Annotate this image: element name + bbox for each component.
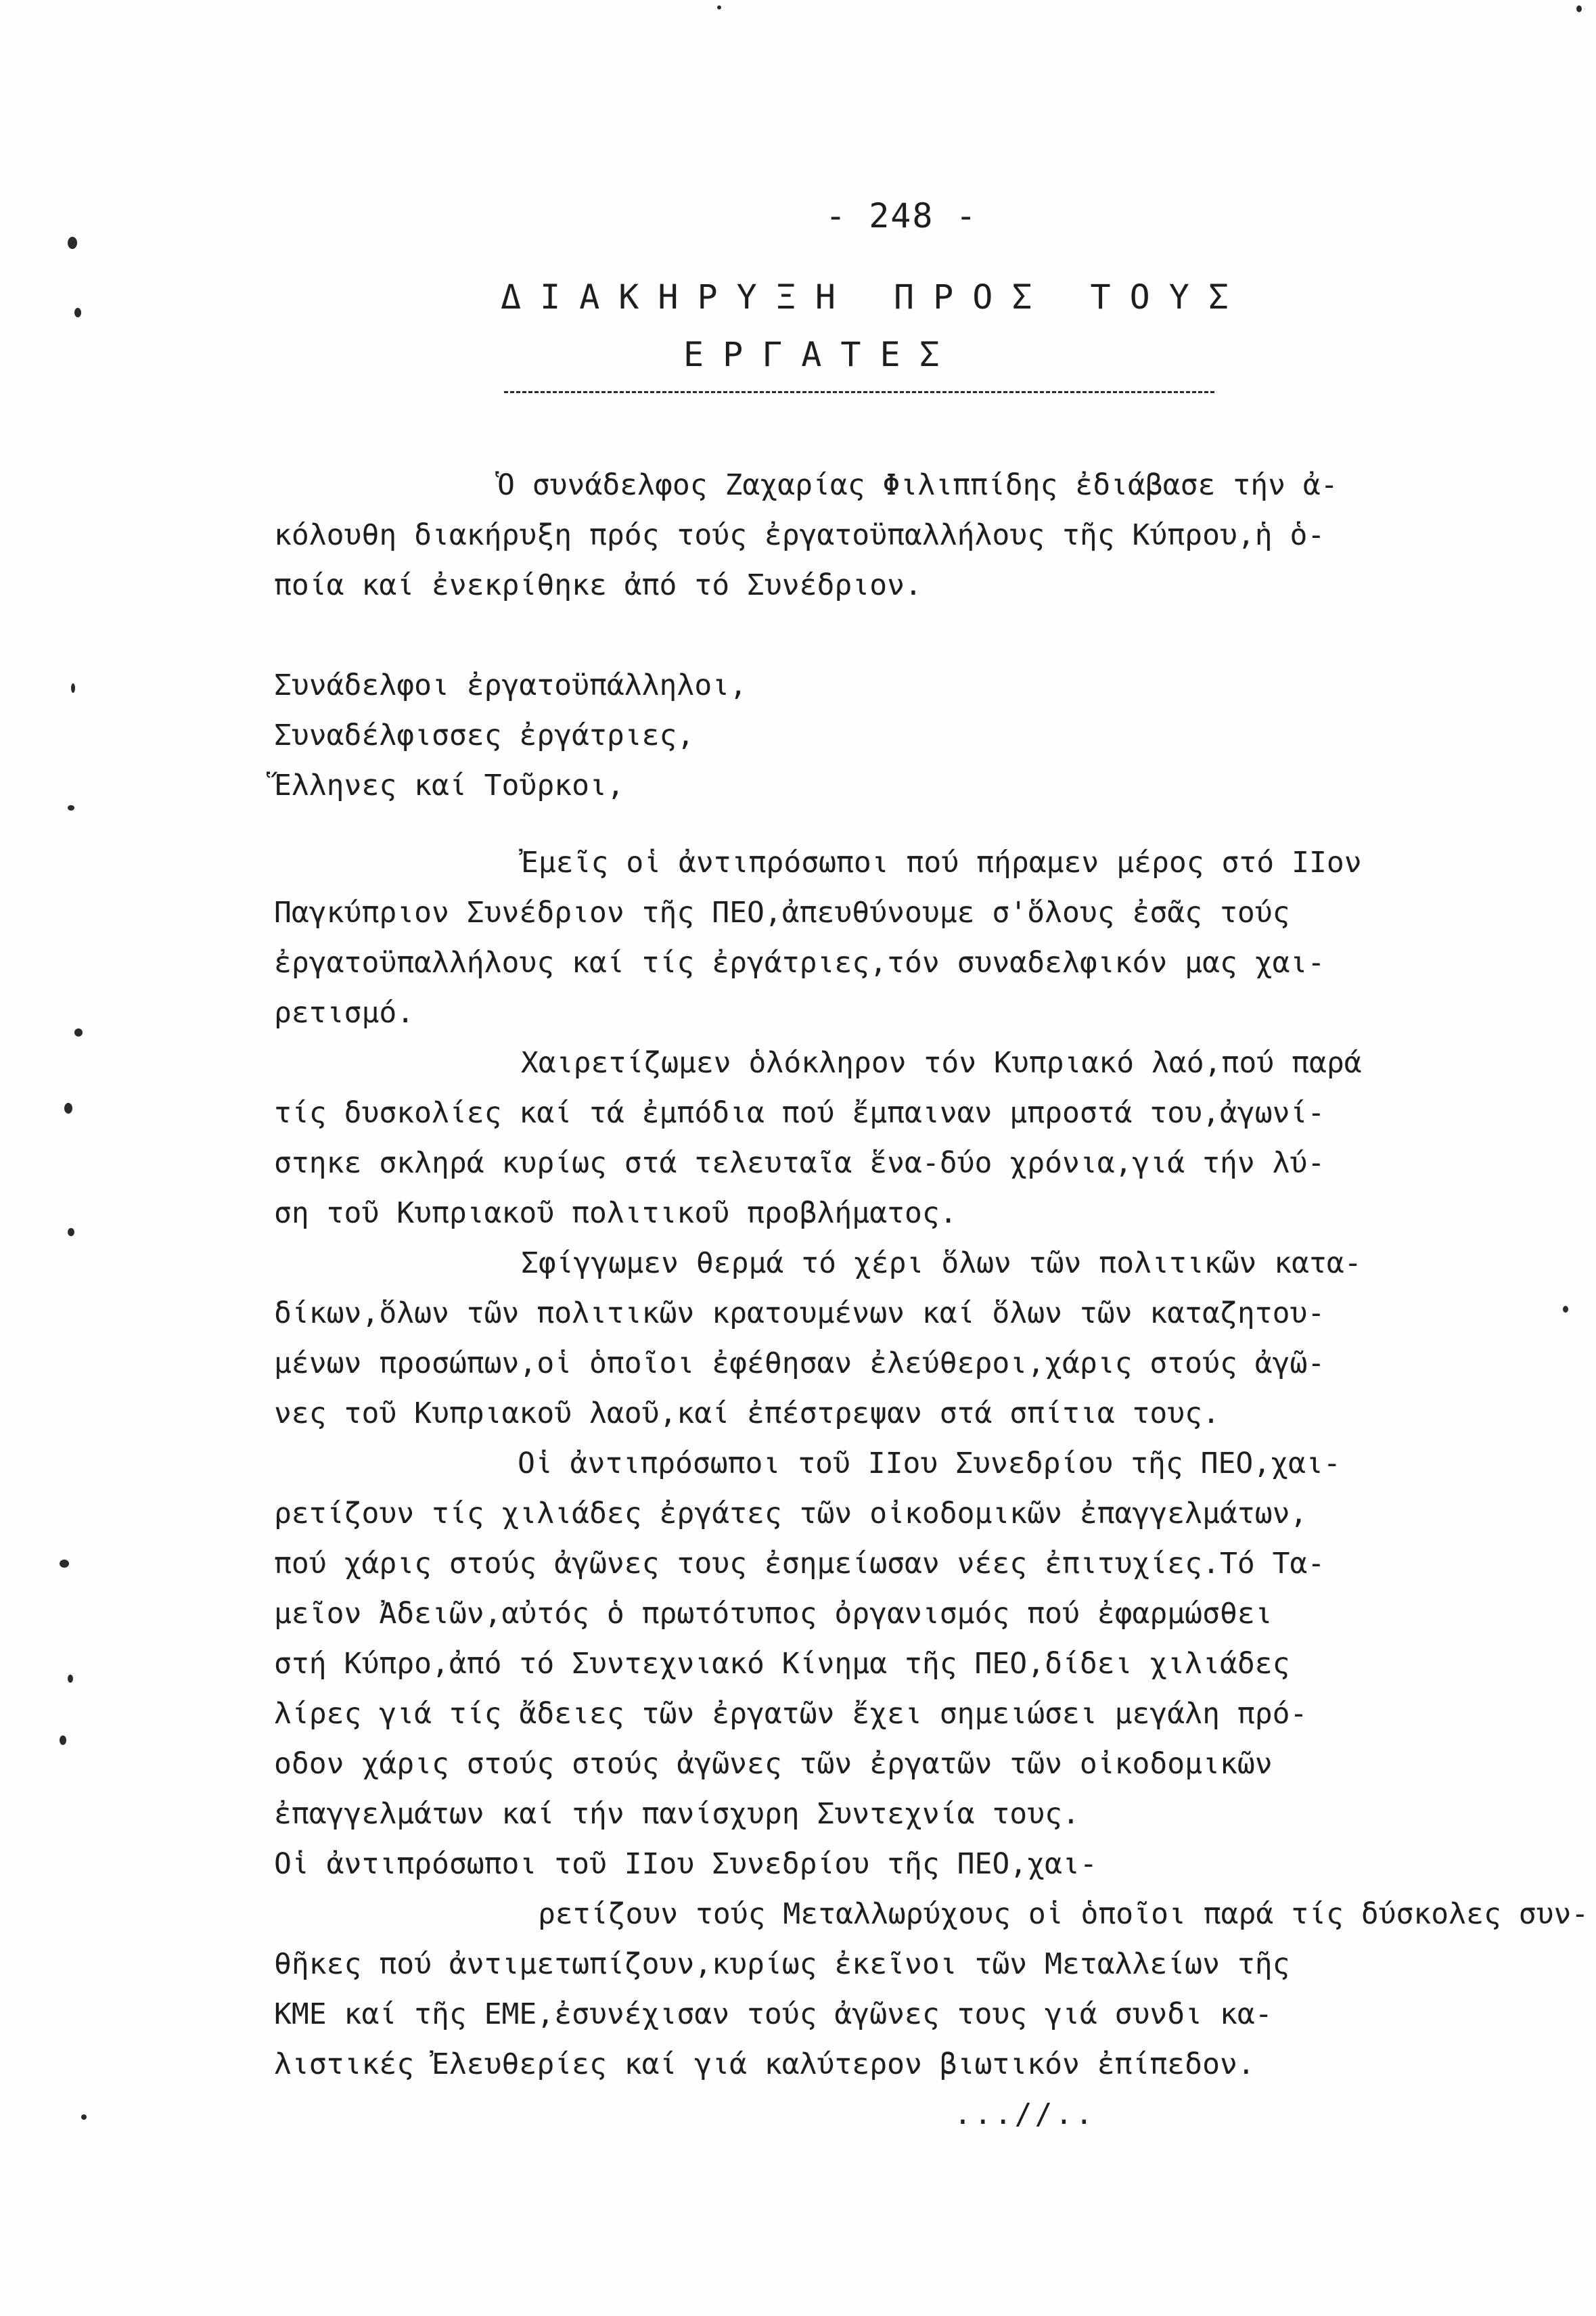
text-line: ρετίζουν τούς Μεταλλωρύχους οἱ ὁποῖοι παρά τίς δύσκολες συν-: [538, 1897, 1589, 1931]
text-line: στή Κύπρο,ἀπό τό Συντεχνιακό Κίνημα τῆς ΠΕΟ,δίδει χιλιάδες: [274, 1647, 1290, 1681]
text-line: μένων προσώπων,οἱ ὁποῖοι ἐφέθησαν ἐλεύθεροι,χάρις στούς ἀγῶ-: [274, 1346, 1325, 1380]
text-line: ση τοῦ Κυπριακοῦ πολιτικοῦ προβλήματος.: [274, 1196, 957, 1230]
text-line: θῆκες πού ἀντιμετωπίζουν,κυρίως ἐκεῖνοι τῶν Μεταλλείων τῆς: [274, 1947, 1290, 1981]
text-line: κόλουθη διακήρυξη πρός τούς ἐργατοϋπαλλήλους τῆς Κύπρου,ἡ ὁ-: [274, 518, 1325, 552]
page-number: - 248 -: [825, 196, 978, 235]
scan-speck: [74, 1028, 83, 1037]
text-line: Χαιρετίζωμεν ὁλόκληρον τόν Κυπριακό λαό,πού παρά: [521, 1046, 1362, 1080]
scan-speck: [68, 1228, 74, 1236]
text-line: ΚΜΕ καί τῆς ΕΜΕ,ἐσυνέχισαν τούς ἀγῶνες τους γιά συνδι κα-: [274, 1997, 1273, 2031]
text-line: πού χάρις στούς ἀγῶνες τους ἐσημείωσαν νέες ἐπιτυχίες.Τό Τα-: [274, 1547, 1325, 1581]
scan-speck: [68, 1675, 73, 1683]
scan-speck: [68, 237, 77, 249]
salutation-line: Ἕλληνες καί Τοῦρκοι,: [274, 769, 624, 802]
text-line: Παγκύπριον Συνέδριον τῆς ΠΕΟ,ἀπευθύνουμε σ'ὅλους ἐσᾶς τούς: [274, 896, 1290, 930]
text-line: τίς δυσκολίες καί τά ἐμπόδια πού ἔμπαιναν μπροστά του,ἀγωνί-: [274, 1096, 1325, 1130]
scan-speck: [71, 683, 75, 693]
scan-speck: [60, 1735, 66, 1745]
text-line: νες τοῦ Κυπριακοῦ λαοῦ,καί ἐπέστρεψαν στά σπίτια τους.: [274, 1397, 1220, 1430]
salutation-line: Συναδέλφισσες ἐργάτριες,: [274, 719, 695, 752]
text-line: οδον χάρις στούς στούς ἀγῶνες τῶν ἐργατῶν τῶν οἰκοδομικῶν: [274, 1747, 1273, 1781]
text-line: Ὁ συνάδελφος Ζαχαρίας Φιλιππίδης ἐδιάβασε τήν ἀ-: [497, 468, 1338, 502]
text-line: λίρες γιά τίς ἄδειες τῶν ἐργατῶν ἔχει σημειώσει μεγάλη πρό-: [274, 1697, 1308, 1731]
document-title-line-1: ΔΙΑΚΗΡΥΞΗ ΠΡΟΣ ΤΟΥΣ: [501, 277, 1248, 317]
scan-speck: [64, 1103, 72, 1114]
document-title-line-2: ΕΡΓΑΤΕΣ: [683, 335, 959, 374]
scan-speck: [60, 1560, 69, 1568]
document-body: [274, 460, 1589, 2139]
scan-speck: [1563, 1306, 1568, 1313]
continuation-mark: ...//..: [954, 2097, 1096, 2131]
text-line: λιστικές Ἐλευθερίες καί γιά καλύτερον βιωτικόν ἐπίπεδον.: [274, 2047, 1255, 2081]
scan-speck: [74, 308, 81, 317]
scan-speck: [717, 5, 721, 9]
text-line: μεῖον Ἀδειῶν,αὐτός ὁ πρωτότυπος ὀργανισμός πού ἐφαρμώσθει: [274, 1597, 1273, 1631]
scan-speck: [1576, 5, 1582, 12]
text-line: [274, 2089, 1492, 2139]
salutation-line: Συνάδελφοι ἐργατοϋπάλληλοι,: [274, 668, 747, 702]
text-line: Οἱ ἀντιπρόσωποι τοῦ ΙΙου Συνεδρίου τῆς ΠΕΟ,χαι-: [274, 1847, 1097, 1881]
scan-speck: [68, 805, 74, 811]
text-line: ρετίζουν τίς χιλιάδες ἐργάτες τῶν οἰκοδομικῶν ἐπαγγελμάτων,: [274, 1497, 1308, 1530]
text-line: δίκων,ὅλων τῶν πολιτικῶν κρατουμένων καί ὅλων τῶν καταζητου-: [274, 1296, 1325, 1330]
text-line: στηκε σκληρά κυρίως στά τελευταῖα ἕνα-δύο χρόνια,γιά τήν λύ-: [274, 1146, 1325, 1180]
text-line: ἐργατοϋπαλλήλους καί τίς ἐργάτριες,τόν συναδελφικόν μας χαι-: [274, 946, 1325, 980]
text-line: ἐπαγγελμάτων καί τήν πανίσχυρη Συντεχνία τους.: [274, 1797, 1080, 1831]
text-line: ρετισμό.: [274, 996, 415, 1030]
title-underline: [504, 391, 1214, 393]
text-line: ποία καί ἐνεκρίθηκε ἀπό τό Συνέδριον.: [274, 568, 922, 602]
text-line: Οἱ ἀντιπρόσωποι τοῦ ΙΙου Συνεδρίου τῆς ΠΕΟ,χαι-: [518, 1447, 1341, 1480]
text-line: Ἐμεῖς οἱ ἀντιπρόσωποι πού πήραμεν μέρος στό ΙΙον: [521, 846, 1362, 880]
scan-speck: [81, 2114, 87, 2120]
text-line: Σφίγγωμεν θερμά τό χέρι ὅλων τῶν πολιτικῶν κατα-: [521, 1246, 1362, 1280]
